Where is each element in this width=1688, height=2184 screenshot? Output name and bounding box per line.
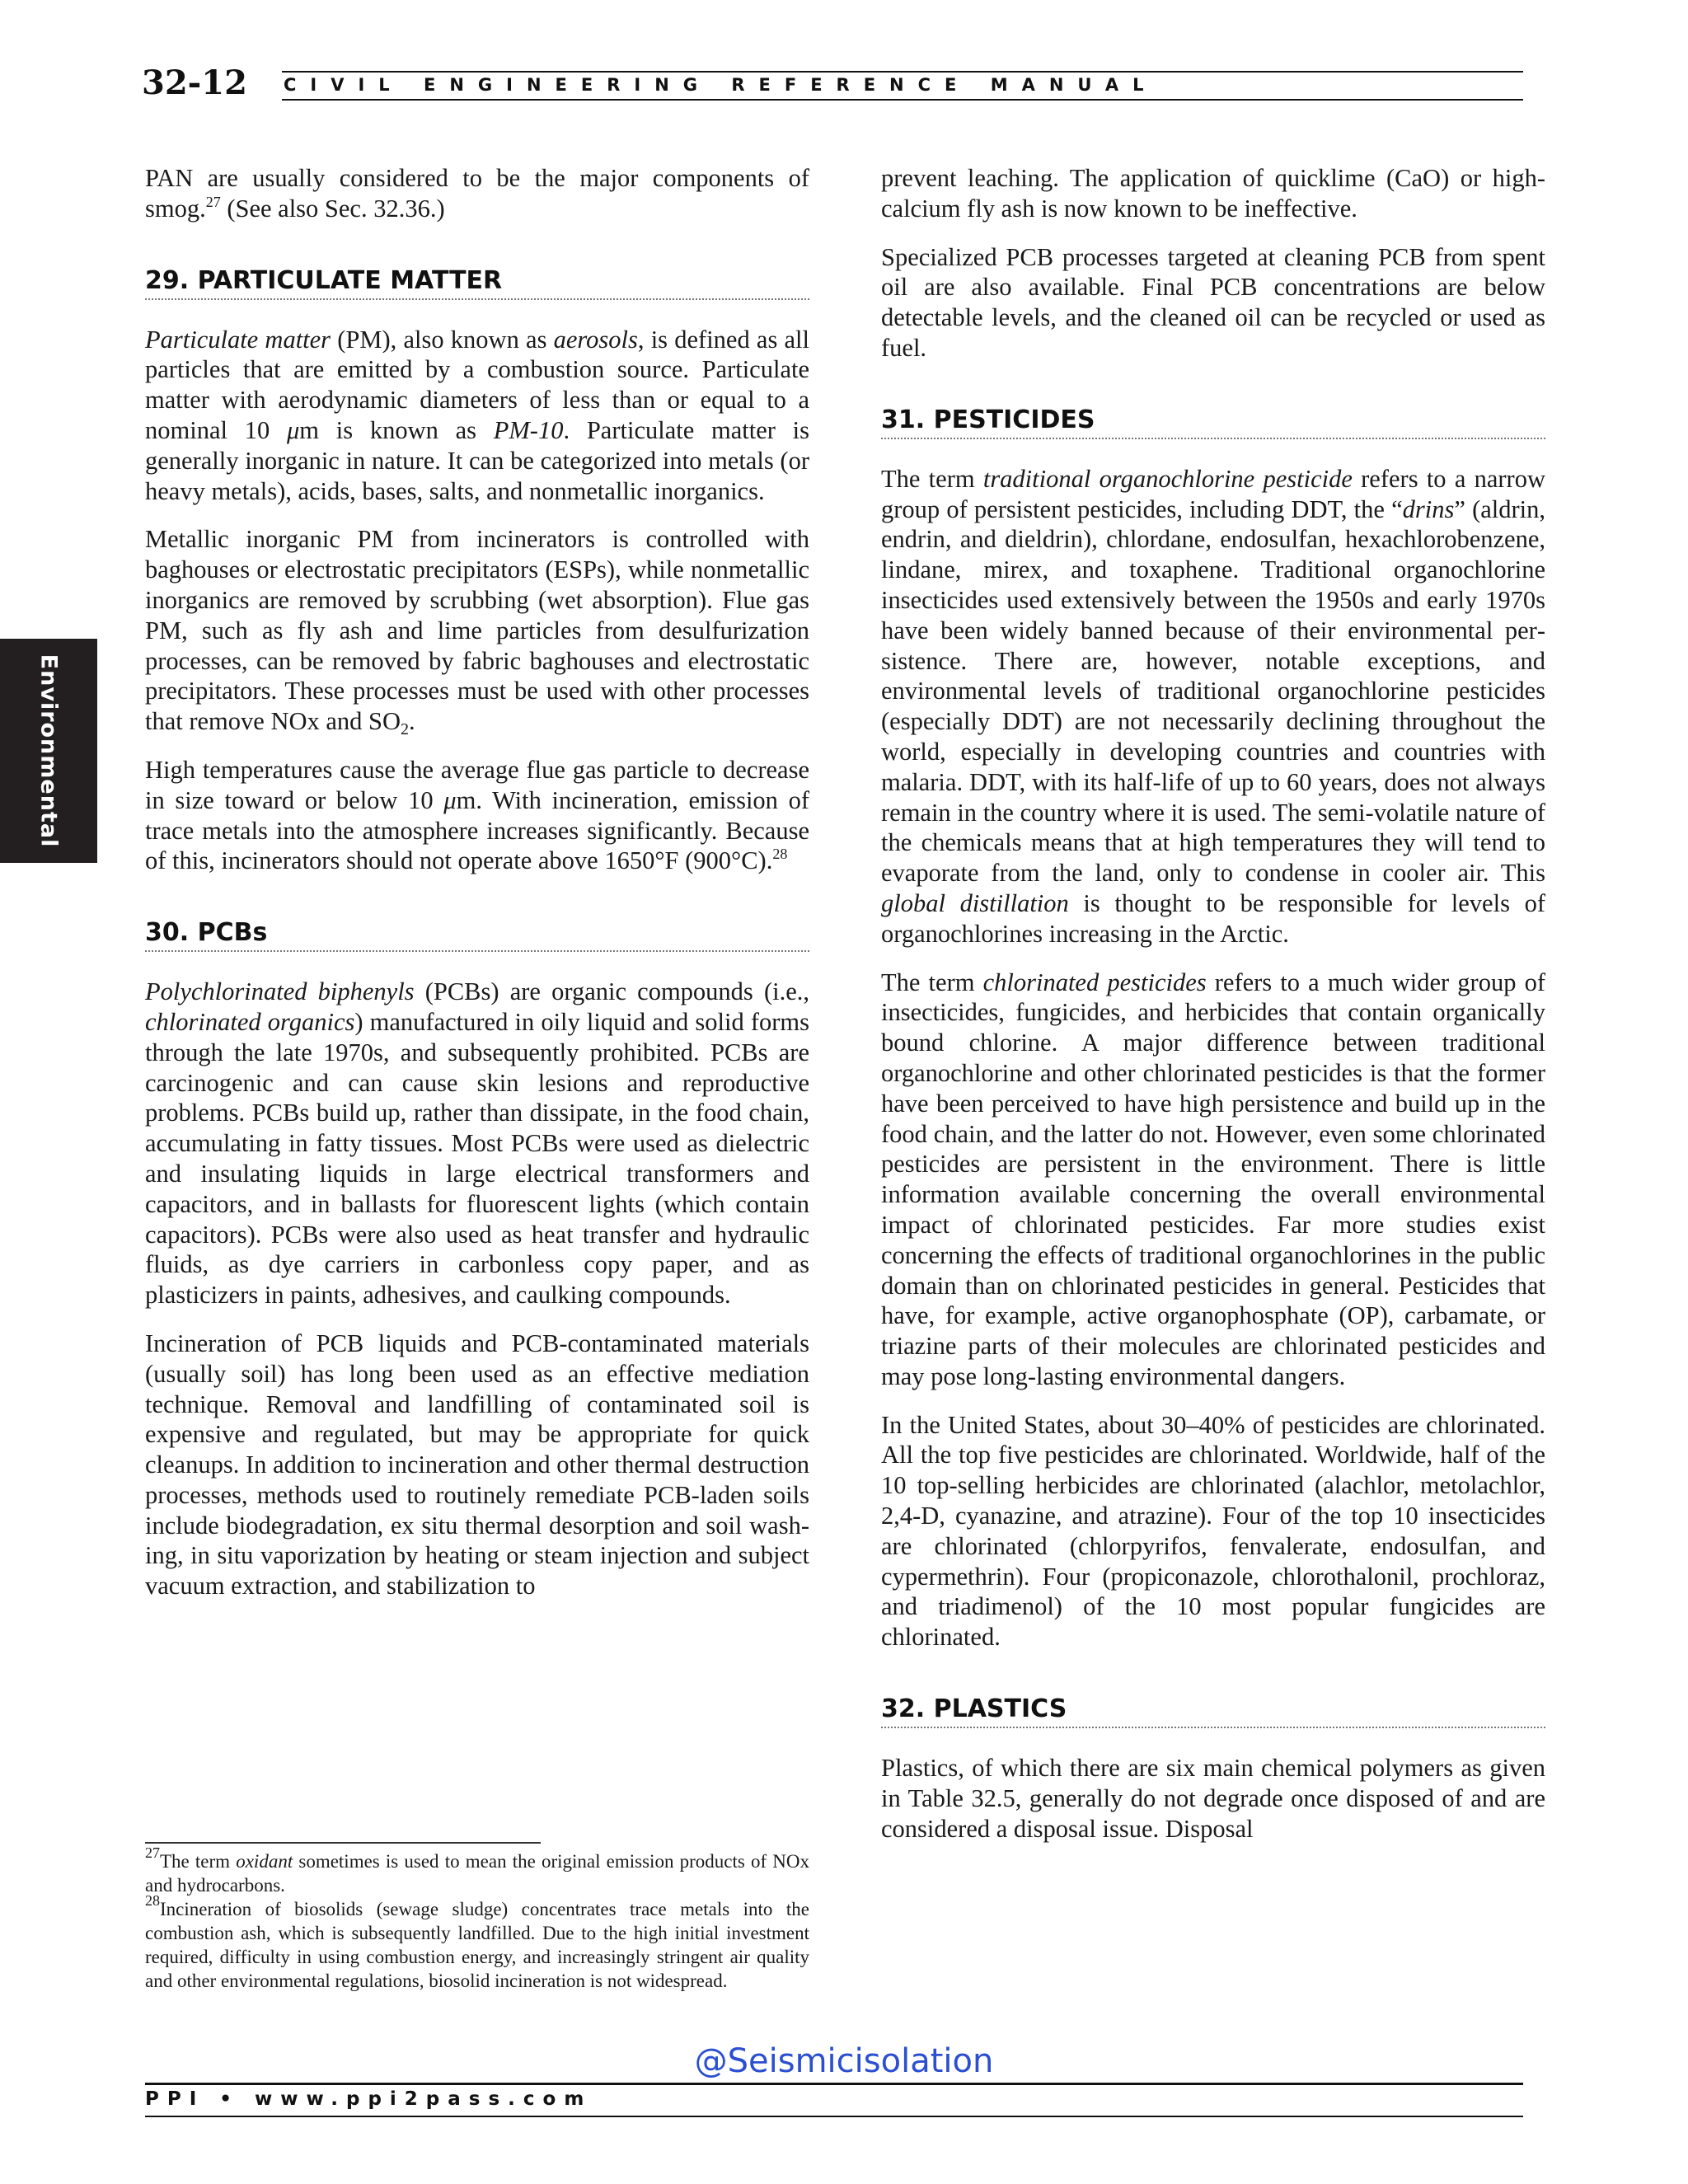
footer-rule [145,2116,1523,2117]
header-rule [282,71,1523,73]
section-heading: 31. PESTICIDES [881,405,1545,439]
footnote-ref: 27 [205,193,221,210]
paragraph: Plastics, of which there are six main chemical polymers as given in Table 32.5, generally do not degrade once disposed of and are considered a disposal issue. Disposal [881,1754,1545,1843]
section-heading: 29. PARTICULATE MATTER [145,265,809,300]
watermark: @Seismicisolation [694,2042,994,2080]
paragraph: Particulate matter (PM), also known as aerosols, is defined as all particles that are emitted by a combustion source. Particulate matter with aerodynamic diameters of less than or equal to a nominal 10 μm is known as PM-10. Particulate matter is generally inorganic in nature. It can be categorized into metals (or heavy metals), acids, bases, salts, and nonmetallic inorganics. [145,325,809,505]
paragraph: Polychlorinated biphenyls (PCBs) are organic compounds (i.e., chlorinated organics) manufactured in oily liquid and solid forms through the late 1970s, and subsequently prohibited. PCBs are carcinogenic and can cause skin lesions and reproductive problems. PCBs build up, rather than dissipate, in the food chain, accumulating in fatty tissues. Most PCBs were used as dielectric and insulating liquids in large electrical transformers and capacitors, and in ballasts for fluorescent lights (which contain capacitors). PCBs were also used as heat transfer and hydraulic fluids, as dye carriers in carbonless copy paper, and as plasticizers in paints, adhesives, and caulking compounds. [145,977,810,1310]
footer-text: PPI • www.ppi2pass.com [145,2088,593,2110]
section-tab [0,639,97,863]
footnotes [145,1844,809,1993]
section-heading: 30. PCBs [145,917,809,952]
paragraph: Specialized PCB processes targeted at cleaning PCB from spent oil are also available. Final PCB concentrations are below detectable levels, and the cleaned oil can be recycled or used as fuel. [881,242,1545,362]
running-title: CIVIL ENGINEERING REFERENCE MANUAL [284,75,1158,95]
paragraph: High temperatures cause the average flue gas particle to decrease in size toward or below 10 μm. With incineration, emission of trace metals into the atmosphere increases significantly. Because of this, incinerators should not operate above 1650°F (900°C).$^{28}$ [145,755,809,875]
page-header [142,63,1523,104]
page-number: 32-12 [142,63,247,102]
footnote: $^{27}$The term oxidant sometimes is used to mean the original emission products of NOx and hydrocarbons. [145,1844,809,1896]
footnote-rule [145,1842,541,1844]
left-column [145,163,809,1619]
paragraph: Metallic inorganic PM from incinerators is controlled with baghouses or electrostatic precipitators (ESPs), while nonmetallic inorganics are removed by scrubbing (wet absorption). Flue gas PM, such as fly ash and lime particles from desulfurization processes, can be removed by fabric baghouses and electrostatic precipitators. These processes must be used with other processes that remove NOx and $SO_2$. [145,525,809,739]
header-rule [282,99,1523,101]
paragraph: prevent leaching. The application of quicklime (CaO) or high-calcium fly ash is now known to be ineffective. [881,164,1545,223]
paragraph: The term chlorinated pesticides refers to a much wider group of insecticides, fungicides, and herbicides that contain organically bound chlorine. A major difference between traditional organochlorine and other chlorinated pesticides is that the former have been perceived to have high persistence and build up in the food chain, and the latter do not. However, even some chlorinated pesticides are persistent in the environment. There is little information available concerning the overall environmental impact of chlorinated pesticides. Far more studies exist concerning the effects of traditional organochlorines in the public domain than on chlorinated pesticides in general. Pesticides that have, for example, active organophosphate (OP), carbamate, or triazine parts of their molecules are chlorinated pesticides and may pose long-lasting environmental dangers. [881,968,1546,1390]
section-heading: 32. PLASTICS [881,1694,1545,1728]
right-column [881,163,1545,1862]
section-tab-label: Environmental [35,654,62,848]
paragraph: Incineration of PCB liquids and PCB-contaminated materials (usually soil) has long been used as an effective mediation technique. Removal and landfilling of contaminated soil is expensive and regulated, but may be appropriate for quick cleanups. In addition to incineration and other thermal destruction processes, methods used to routinely remediate PCB-laden soils include biodegradation, ex situ thermal desorption and soil washing, in situ vaporization by heating or steam injection and subject vacuum extraction, and stabilization to [145,1329,809,1601]
footnote: $^{28}$Incineration of biosolids (sewage sludge) concentrates trace metals into the combustion ash, which is subsequently landfilled. Due to the high initial investment required, difficulty in using combustion energy, and increasingly stringent air quality and other environmental regulations, biosolid incineration is not widespread. [145,1892,809,1991]
paragraph: The term traditional organochlorine pesticide refers to a narrow group of persistent pesticides, including DDT, the “drins” (aldrin, endrin, and dieldrin), chlordane, endosulfan, hexachlorobenzene, lindane, mirex, and toxaphene. Traditional organochlorine insecticides used extensively between the 1950s and early 1970s have been widely banned because of their environmental persistence. There are, however, notable exceptions, and environmental levels of traditional organochlorine pesticides (especially DDT) are not necessarily declining throughout the world, especially in developing countries and countries with malaria. DDT, with its half-life of up to 60 years, does not always remain in the country where it is used. The semi-volatile nature of the chemicals means that at high temperatures they will tend to evaporate from the land, only to condense in cooler air. This global distillation is thought to be responsible for levels of organochlorines increasing in the Arctic. [881,464,1545,948]
footnote-ref: 28 [772,846,788,863]
paragraph: In the United States, about 30–40% of pesticides are chlorinated. All the top five pesticides are chlorinated. Worldwide, half of the 10 top-selling herbicides are chlorinated (alachlor, metolachlor, 2,4-D, cyanazine, and atrazine). Four of the top 10 insecticides are chlorinated (chlorpyrifos, fenvalerate, endosulfan, and cypermethrin). Four (propiconazole, chlorothalonil, prochloraz, and triadimenol) of the 10 most popular fungicides are chlorinated. [881,1410,1545,1652]
paragraph: PAN are usually considered to be the major components of smog.$^{27}$ (See also Sec. 32.36.) [145,164,809,223]
